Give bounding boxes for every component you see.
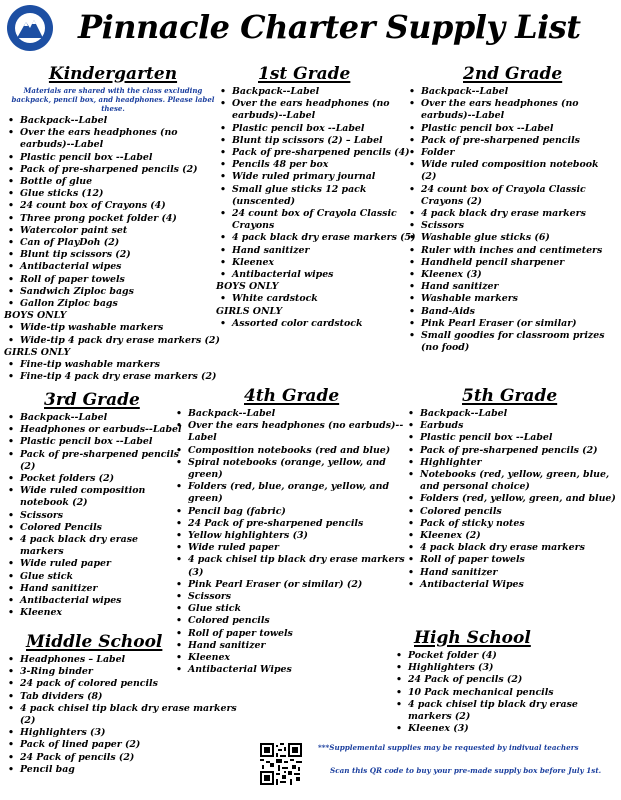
list-item: • Roll of paper towels: [404, 554, 617, 566]
list-item: • Hand sanitizer: [216, 245, 416, 257]
list-item: • Wide ruled paper: [4, 558, 182, 570]
list-item: • Kleenex (3): [392, 723, 604, 735]
list-item: • Backpack--Label: [172, 408, 410, 420]
list-item: • Washable glue sticks (6): [405, 232, 617, 244]
list-item: • Backpack--Label: [405, 86, 617, 98]
list-item: • Wide ruled primary journal: [216, 171, 416, 183]
list-item: • Composition notebooks (red and blue): [172, 445, 410, 457]
list-item: • Highlighters (3): [392, 662, 604, 674]
list-item: • Highlighters (3): [4, 727, 254, 739]
list-item: • 3-Ring binder: [4, 666, 254, 678]
kindergarten-note: Materials are shared with the class excluding backpack, pencil box, and headphones. Please label these.: [11, 86, 215, 113]
list-item: • Kleenex: [172, 652, 410, 664]
list-item: • Wide ruled composition notebook (2): [405, 159, 617, 183]
list-item: • Yellow highlighters (3): [172, 530, 410, 542]
list-item: • Notebooks (red, yellow, green, blue, and personal choice): [404, 469, 617, 493]
section-first-grade: [216, 64, 416, 330]
list-item: • 4 pack black dry erase markers (5): [216, 232, 416, 244]
list-item: • Roll of paper towels: [4, 274, 222, 286]
list-item: • 24 count box of Crayons (4): [4, 200, 222, 212]
list-item: • Highlighter: [404, 457, 617, 469]
list-item: • Scissors: [172, 591, 410, 603]
list-item: • Over the ears headphones (no earbuds)--Label: [4, 127, 222, 151]
section-kindergarten: [4, 64, 222, 383]
list-item: • 4 pack chisel tip black dry erase markers (2): [4, 703, 254, 727]
list-item: • 24 count box of Crayola Classic Crayons (2): [405, 184, 617, 208]
list-item: • Plastic pencil box --Label: [404, 432, 617, 444]
list-item: • 4 pack black dry erase markers: [405, 208, 617, 220]
list-item: • Pack of pre-sharpened pencils (2): [4, 449, 182, 473]
third-grade-heading: 3rd Grade: [44, 390, 140, 410]
list-item: • Small goodies for classroom prizes (no food): [405, 330, 617, 354]
list-item: • Roll of paper towels: [172, 628, 410, 640]
kindergarten-list: [4, 115, 222, 383]
list-item: • Colored pencils: [172, 615, 410, 627]
list-item: • Small glue sticks 12 pack (unscented): [216, 184, 416, 208]
list-item: • 24 Pack of pencils (2): [392, 674, 604, 686]
list-item: • Headphones or earbuds--Label: [4, 424, 182, 436]
list-item: • Spiral notebooks (orange, yellow, and green): [172, 457, 410, 481]
list-item: • 4 pack black dry erase markers: [4, 534, 182, 558]
third-grade-list: [4, 412, 182, 619]
list-item: • White cardstock: [216, 293, 416, 305]
list-item: • Pack of pre-sharpened pencils: [405, 135, 617, 147]
second-grade-list: [405, 86, 617, 354]
girls-only-label: GIRLS ONLY: [4, 346, 71, 358]
list-item: • Handheld pencil sharpener: [405, 257, 617, 269]
list-item: • Folders (red, yellow, green, and blue): [404, 493, 617, 505]
list-item: • Wide-tip washable markers: [4, 322, 222, 334]
list-item: • Scissors: [405, 220, 617, 232]
list-item: • Sandwich Ziploc bags: [4, 286, 222, 298]
list-item: • Fine-tip 4 pack dry erase markers (2): [4, 371, 222, 383]
second-grade-heading: 2nd Grade: [463, 64, 563, 84]
list-item: • Hand sanitizer: [172, 640, 410, 652]
list-item: • Fine-tip washable markers: [4, 359, 222, 371]
page-title: Pinnacle Charter Supply List: [78, 8, 581, 46]
list-item: • 4 pack black dry erase markers: [404, 542, 617, 554]
list-item: • Wide ruled paper: [172, 542, 410, 554]
list-item: • Pack of lined paper (2): [4, 739, 254, 751]
list-item: • Plastic pencil box --Label: [216, 123, 416, 135]
scan-qr-note: Scan this QR code to buy your pre-made supply box before July 1st.: [330, 766, 602, 775]
section-high-school: [392, 628, 604, 735]
list-item: • Backpack--Label: [216, 86, 416, 98]
section-fifth-grade: [404, 386, 617, 591]
list-item: • Pack of pre-sharpened pencils (2): [4, 164, 222, 176]
list-item: • Colored Pencils: [4, 522, 182, 534]
list-item: • Antibacterial wipes: [4, 261, 222, 273]
list-item: • Hand sanitizer: [404, 567, 617, 579]
section-middle-school: [4, 632, 254, 776]
girls-only-label: GIRLS ONLY: [216, 305, 283, 317]
fourth-grade-heading: 4th Grade: [244, 386, 340, 406]
high-school-heading: High School: [414, 628, 531, 648]
list-item: • Glue stick: [172, 603, 410, 615]
list-item: • Kleenex: [4, 607, 182, 619]
high-school-list: [392, 650, 604, 735]
list-item: • Pack of pre-sharpened pencils (4): [216, 147, 416, 159]
list-item: • Antibacterial wipes: [4, 595, 182, 607]
section-third-grade: [4, 390, 182, 619]
list-item: • Colored pencils: [404, 506, 617, 518]
kindergarten-heading: Kindergarten: [48, 64, 178, 84]
list-item: • 24 Pack of pencils (2): [4, 752, 254, 764]
list-item: • Assorted color cardstock: [216, 318, 416, 330]
list-item: • Pink Pearl Eraser (or similar) (2): [172, 579, 410, 591]
list-item: • Three prong pocket folder (4): [4, 213, 222, 225]
list-item: • Hand sanitizer: [405, 281, 617, 293]
list-item: • Blunt tip scissors (2): [4, 249, 222, 261]
list-item: • Kleenex: [216, 257, 416, 269]
list-item: • Pack of sticky notes: [404, 518, 617, 530]
school-logo: [6, 4, 54, 52]
list-item: • Plastic pencil box --Label: [4, 436, 182, 448]
list-item: • Pocket folder (4): [392, 650, 604, 662]
list-item: • Pink Pearl Eraser (or similar): [405, 318, 617, 330]
list-item: • Over the ears headphones (no earbuds)--Label: [405, 98, 617, 122]
list-item: • Backpack--Label: [404, 408, 617, 420]
list-item: • Glue stick: [4, 571, 182, 583]
fifth-grade-heading: 5th Grade: [462, 386, 558, 406]
middle-school-list: [4, 654, 254, 776]
list-item: • Pack of pre-sharpened pencils (2): [404, 445, 617, 457]
list-item: • Pocket folders (2): [4, 473, 182, 485]
list-item: • Hand sanitizer: [4, 583, 182, 595]
list-item: • Folder: [405, 147, 617, 159]
list-item: • Antibacterial wipes: [216, 269, 416, 281]
list-item: • Backpack--Label: [4, 115, 222, 127]
boys-only-label: BOYS ONLY: [216, 281, 279, 293]
list-item: • Wide-tip 4 pack dry erase markers (2): [4, 335, 222, 347]
list-item: • Ruler with inches and centimeters: [405, 245, 617, 257]
list-item: • Washable markers: [405, 293, 617, 305]
list-item: • Bottle of glue: [4, 176, 222, 188]
list-item: • Pencil bag: [4, 764, 254, 776]
list-item: • 4 pack chisel tip black dry erase markers (2): [392, 699, 604, 723]
list-item: • Antibacterial Wipes: [172, 664, 410, 676]
list-item: • 4 pack chisel tip black dry erase markers (3): [172, 554, 410, 578]
list-item: • Earbuds: [404, 420, 617, 432]
first-grade-heading: 1st Grade: [258, 64, 351, 84]
list-item: • Kleenex (2): [404, 530, 617, 542]
qr-code-icon[interactable]: [260, 743, 302, 785]
list-item: • Over the ears headphones (no earbuds)--Label: [216, 98, 416, 122]
list-item: • Glue sticks (12): [4, 188, 222, 200]
supplemental-note: ***Supplemental supplies may be requested by indivual teachers: [318, 743, 579, 752]
list-item: • 10 Pack mechanical pencils: [392, 687, 604, 699]
list-item: • Gallon Ziploc bags: [4, 298, 222, 310]
list-item: • 24 pack of colored pencils: [4, 678, 254, 690]
list-item: • Plastic pencil box --Label: [4, 152, 222, 164]
list-item: • Antibacterial Wipes: [404, 579, 617, 591]
list-item: • Over the ears headphones (no earbuds)--Label: [172, 420, 410, 444]
list-item: • Blunt tip scissors (2) – Label: [216, 135, 416, 147]
list-item: • Band-Aids: [405, 306, 617, 318]
fifth-grade-list: [404, 408, 617, 591]
list-item: • Headphones – Label: [4, 654, 254, 666]
boys-only-label: BOYS ONLY: [4, 310, 67, 322]
list-item: • Pencil bag (fabric): [172, 506, 410, 518]
list-item: • Can of PlayDoh (2): [4, 237, 222, 249]
list-item: • Tab dividers (8): [4, 691, 254, 703]
section-second-grade: [405, 64, 617, 354]
list-item: • Plastic pencil box --Label: [405, 123, 617, 135]
list-item: • Wide ruled composition notebook (2): [4, 485, 182, 509]
list-item: • Folders (red, blue, orange, yellow, and green): [172, 481, 410, 505]
first-grade-list: [216, 86, 416, 330]
list-item: • 24 Pack of pre-sharpened pencils: [172, 518, 410, 530]
middle-school-heading: Middle School: [26, 632, 163, 652]
list-item: • Backpack--Label: [4, 412, 182, 424]
list-item: • Pencils 48 per box: [216, 159, 416, 171]
list-item: • Scissors: [4, 510, 182, 522]
list-item: • 24 count box of Crayola Classic Crayons: [216, 208, 416, 232]
list-item: • Kleenex (3): [405, 269, 617, 281]
list-item: • Watercolor paint set: [4, 225, 222, 237]
